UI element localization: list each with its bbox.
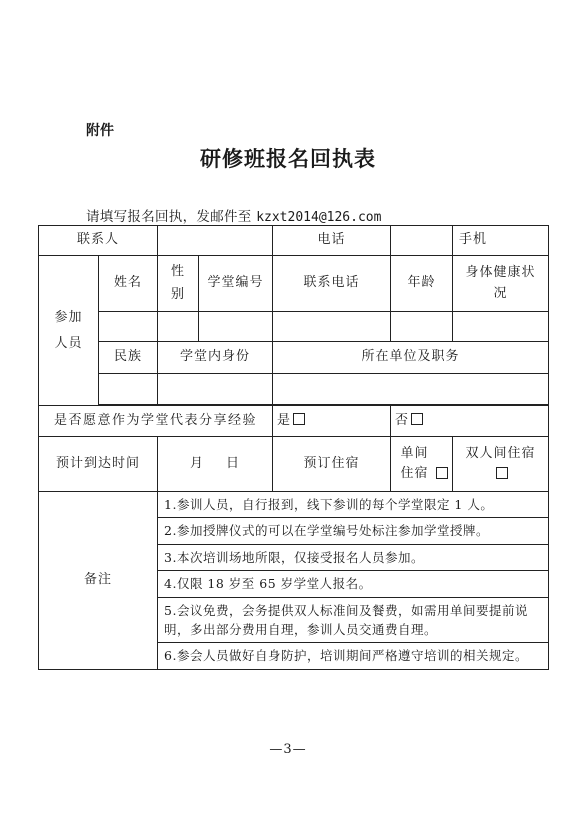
share-row bbox=[39, 406, 549, 437]
arrival-row bbox=[39, 437, 549, 492]
yes-checkbox[interactable] bbox=[293, 413, 305, 425]
note-item: 6.参会人员做好自身防护，培训期间严格遵守培训的相关规定。 bbox=[164, 648, 528, 664]
no-option[interactable] bbox=[391, 406, 549, 437]
participant-header-row bbox=[39, 256, 549, 312]
lodging-label: 预订住宿 bbox=[273, 437, 391, 492]
note-item: 2.参加授牌仪式的可以在学堂编号处标注参加学堂授牌。 bbox=[158, 518, 548, 544]
note-item: 4.仅限 18 岁至 65 岁学堂人报名。 bbox=[158, 571, 548, 597]
col-gender bbox=[158, 256, 199, 312]
phone-label: 电话 bbox=[273, 226, 391, 256]
single-room-label: 单间住宿 bbox=[400, 445, 429, 481]
col-health bbox=[453, 256, 549, 312]
single-room-checkbox[interactable] bbox=[436, 467, 448, 479]
share-question: 是否愿意作为学堂代表分享经验 bbox=[39, 406, 273, 437]
remarks-notes bbox=[158, 492, 549, 670]
school-id-field[interactable] bbox=[199, 312, 273, 342]
note-item: 3.本次培训场地所限，仅接受报名人员参加。 bbox=[158, 545, 548, 571]
participants-label bbox=[39, 256, 99, 406]
contact-field[interactable] bbox=[158, 226, 273, 256]
page-title: 研修班报名回执表 bbox=[200, 146, 376, 171]
double-room-option[interactable] bbox=[453, 437, 549, 492]
age-field[interactable] bbox=[391, 312, 453, 342]
remarks-label: 备注 bbox=[39, 492, 158, 670]
arrival-field[interactable] bbox=[158, 437, 273, 492]
arrival-day: 日 bbox=[226, 455, 241, 471]
col-school-id: 学堂编号 bbox=[199, 256, 273, 312]
mobile-cell bbox=[453, 226, 549, 256]
note-item: 1.参训人员，自行报到，线下参训的每个学堂限定 1 人。 bbox=[158, 492, 548, 518]
col-name: 姓名 bbox=[99, 256, 158, 312]
contact-label: 联系人 bbox=[39, 226, 158, 256]
name-field[interactable] bbox=[99, 312, 158, 342]
yes-option[interactable] bbox=[273, 406, 391, 437]
school-role-field[interactable] bbox=[158, 374, 273, 405]
contact-row bbox=[39, 226, 549, 256]
double-room-checkbox[interactable] bbox=[496, 467, 508, 479]
page-number: —3— bbox=[269, 742, 307, 757]
arrival-label: 预计到达时间 bbox=[39, 437, 158, 492]
col-unit-position: 所在单位及职务 bbox=[273, 342, 549, 374]
attachment-label: 附件 bbox=[86, 123, 114, 139]
remarks-row bbox=[39, 492, 549, 670]
mobile-label: 手机 bbox=[459, 232, 488, 248]
unit-position-field[interactable] bbox=[273, 374, 549, 405]
arrival-month: 月 bbox=[190, 455, 205, 471]
participant-row-1 bbox=[39, 312, 549, 342]
contact-phone-field[interactable] bbox=[273, 312, 391, 342]
health-field[interactable] bbox=[453, 312, 549, 342]
gender-field[interactable] bbox=[158, 312, 199, 342]
col-ethnicity: 民族 bbox=[99, 342, 158, 374]
instruction-prefix: 请填写报名回执，发邮件至 bbox=[86, 209, 257, 225]
col-gender-text: 性别 bbox=[171, 264, 186, 302]
participant-header-row-2 bbox=[39, 342, 549, 374]
col-age: 年龄 bbox=[391, 256, 453, 312]
col-school-role: 学堂内身份 bbox=[158, 342, 273, 374]
phone-field[interactable] bbox=[391, 226, 453, 256]
email-address: kzxt2014@126.com bbox=[256, 210, 382, 225]
ethnicity-field[interactable] bbox=[99, 374, 158, 405]
col-health-text: 身体健康状况 bbox=[465, 265, 536, 301]
instruction-text bbox=[86, 205, 381, 225]
yes-label: 是 bbox=[277, 412, 292, 428]
note-item: 5.会议免费，会务提供双人标准间及餐费，如需用单间要提前说明，多出部分费用自理，参训人员交通费自理。 bbox=[158, 598, 548, 644]
single-room-option[interactable] bbox=[391, 437, 453, 492]
double-room-label: 双人间住宿 bbox=[465, 445, 536, 461]
participants-label-text: 参加人员 bbox=[54, 309, 83, 351]
no-checkbox[interactable] bbox=[411, 413, 423, 425]
participant-row-2 bbox=[39, 374, 549, 405]
col-contact-phone: 联系电话 bbox=[273, 256, 391, 312]
registration-form-table bbox=[38, 225, 549, 670]
no-label: 否 bbox=[395, 412, 410, 428]
